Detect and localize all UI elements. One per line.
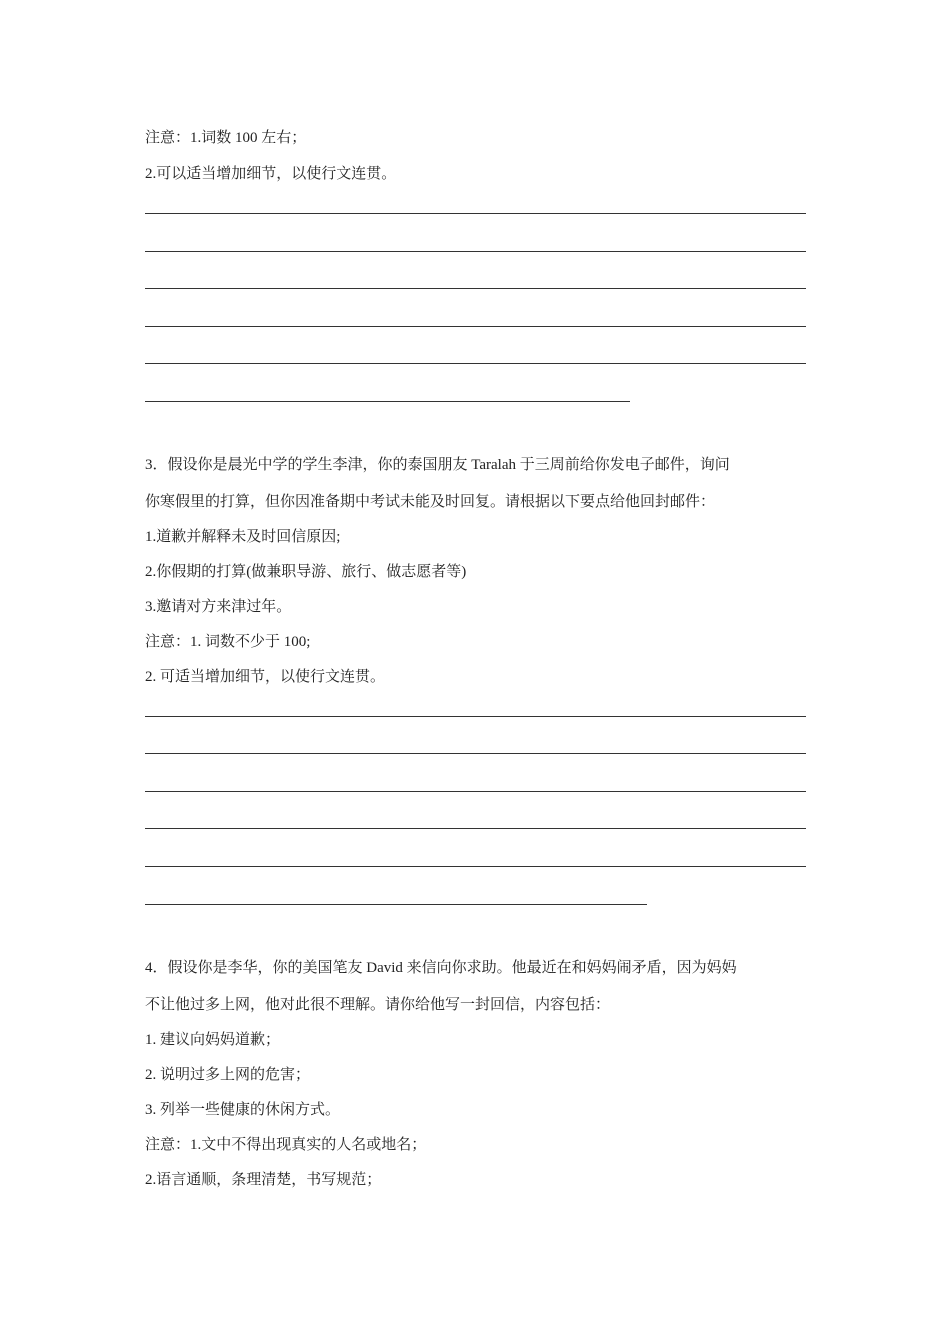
- s2-note-1: 注意：1.词数 100 左右；: [145, 130, 307, 146]
- answer-line[interactable]: [145, 326, 806, 327]
- q3-prompt-line-2: 你寒假里的打算，但你因准备期中考试未能及时回复。请根据以下要点给他回封邮件：: [145, 494, 716, 510]
- q3-prompt-line-1: 3．假设你是晨光中学的学生李津，你的泰国朋友 Taralah 于三周前给你发电子邮件，询问: [145, 457, 730, 473]
- q3-note-2: 2. 可适当增加细节，以使行文连贯。: [145, 669, 386, 685]
- q4-note-1: 注意：1.文中不得出现真实的人名或地名；: [145, 1137, 427, 1153]
- q4-point-2: 2. 说明过多上网的危害；: [145, 1067, 311, 1083]
- answer-line-short[interactable]: [145, 401, 630, 402]
- answer-line-short[interactable]: [145, 904, 647, 905]
- q3-point-3: 3.邀请对方来津过年。: [145, 599, 292, 615]
- q4-point-1: 1. 建议向妈妈道歉；: [145, 1032, 281, 1048]
- s2-note-2: 2.可以适当增加细节，以使行文连贯。: [145, 166, 397, 182]
- q3-point-1: 1.道歉并解释未及时回信原因;: [145, 529, 341, 545]
- q4-point-3: 3. 列举一些健康的休闲方式。: [145, 1102, 341, 1118]
- answer-line[interactable]: [145, 288, 806, 289]
- q4-prompt-line-2: 不让他过多上网，他对此很不理解。请你给他写一封回信，内容包括：: [145, 997, 611, 1013]
- q3-point-2: 2.你假期的打算(做兼职导游、旅行、做志愿者等): [145, 564, 467, 580]
- answer-line[interactable]: [145, 791, 806, 792]
- q4-prompt-line-1: 4．假设你是李华，你的美国笔友 David 来信向你求助。他最近在和妈妈闹矛盾，因为妈妈: [145, 960, 737, 976]
- answer-line[interactable]: [145, 753, 806, 754]
- answer-line[interactable]: [145, 866, 806, 867]
- answer-line[interactable]: [145, 251, 806, 252]
- answer-line[interactable]: [145, 213, 806, 214]
- answer-line[interactable]: [145, 828, 806, 829]
- q3-note-1: 注意：1. 词数不少于 100;: [145, 634, 311, 650]
- answer-line[interactable]: [145, 716, 806, 717]
- q4-note-2: 2.语言通顺，条理清楚，书写规范；: [145, 1172, 382, 1188]
- answer-line[interactable]: [145, 363, 806, 364]
